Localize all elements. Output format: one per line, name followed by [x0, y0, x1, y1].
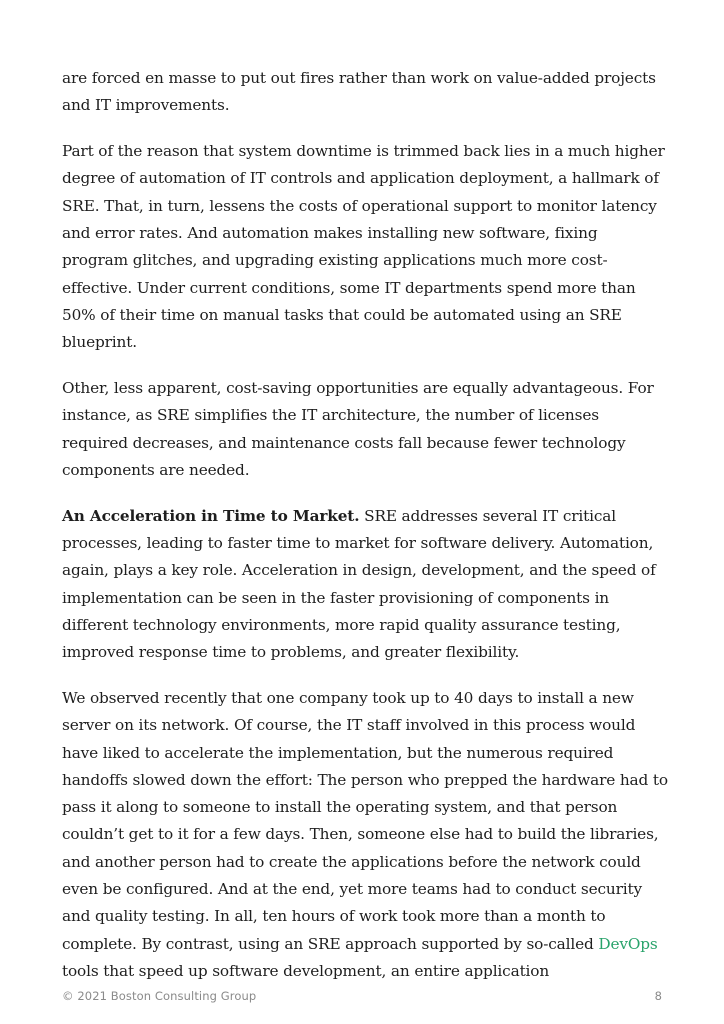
- page-footer: [62, 989, 662, 1007]
- paragraph-1: are forced en masse to put out fires rather than work on value-added projects and IT improvements.: [62, 69, 656, 115]
- paragraph-5-text-after-link: tools that speed up software development, an entire application: [62, 961, 550, 980]
- paragraph-3: Other, less apparent, cost-saving opportunities are equally advantageous. For instance, as SRE simplifies the IT architecture, the number of licenses required decreases, and maintenance costs fall because fewer technology components are needed.: [62, 378, 654, 479]
- paragraph-5: [62, 685, 668, 985]
- paragraph-4: [62, 503, 668, 667]
- paragraph-4-text: SRE addresses several IT critical processes, leading to faster time to market for software delivery. Automation, again, plays a key role. Acceleration in design, development, and the speed of implementation can be seen in the faster provisioning of components in different technology environments, more rapid quality assurance testing, improved response time to problems, and greater flexibility.: [62, 506, 656, 662]
- paragraph-5-text-before-link: We observed recently that one company took up to 40 days to install a new server on its network. Of course, the IT staff involved in this process would have liked to accelerate the implementation, but the numerous required handoffs slowed down the effort: The person who prepped the hardware had to pass it along to someone to install the operating system, and that person couldn’t get to it for a few days. Then, someone else had to build the libraries, and another person had to create the applications before the network could even be configured. And at the end, yet more teams had to conduct security and quality testing. In all, ten hours of work took more than a month to complete. By contrast, using an SRE approach supported by so-called: [62, 688, 668, 953]
- paragraph-2: Part of the reason that system downtime is trimmed back lies in a much higher degree of automation of IT controls and application deployment, a hallmark of SRE. That, in turn, lessens the costs of operational support to monitor latency and error rates. And automation makes installing new software, fixing program glitches, and upgrading existing applications much more cost-effective. Under current conditions, some IT departments spend more than 50% of their time on manual tasks that could be automated using an SRE blueprint.: [62, 142, 665, 352]
- article-body: [62, 65, 668, 1004]
- page-number: 8: [654, 989, 662, 1003]
- section-lead-heading: An Acceleration in Time to Market.: [62, 506, 360, 525]
- copyright-notice: © 2021 Boston Consulting Group: [62, 989, 257, 1003]
- devops-link[interactable]: DevOps: [598, 934, 658, 953]
